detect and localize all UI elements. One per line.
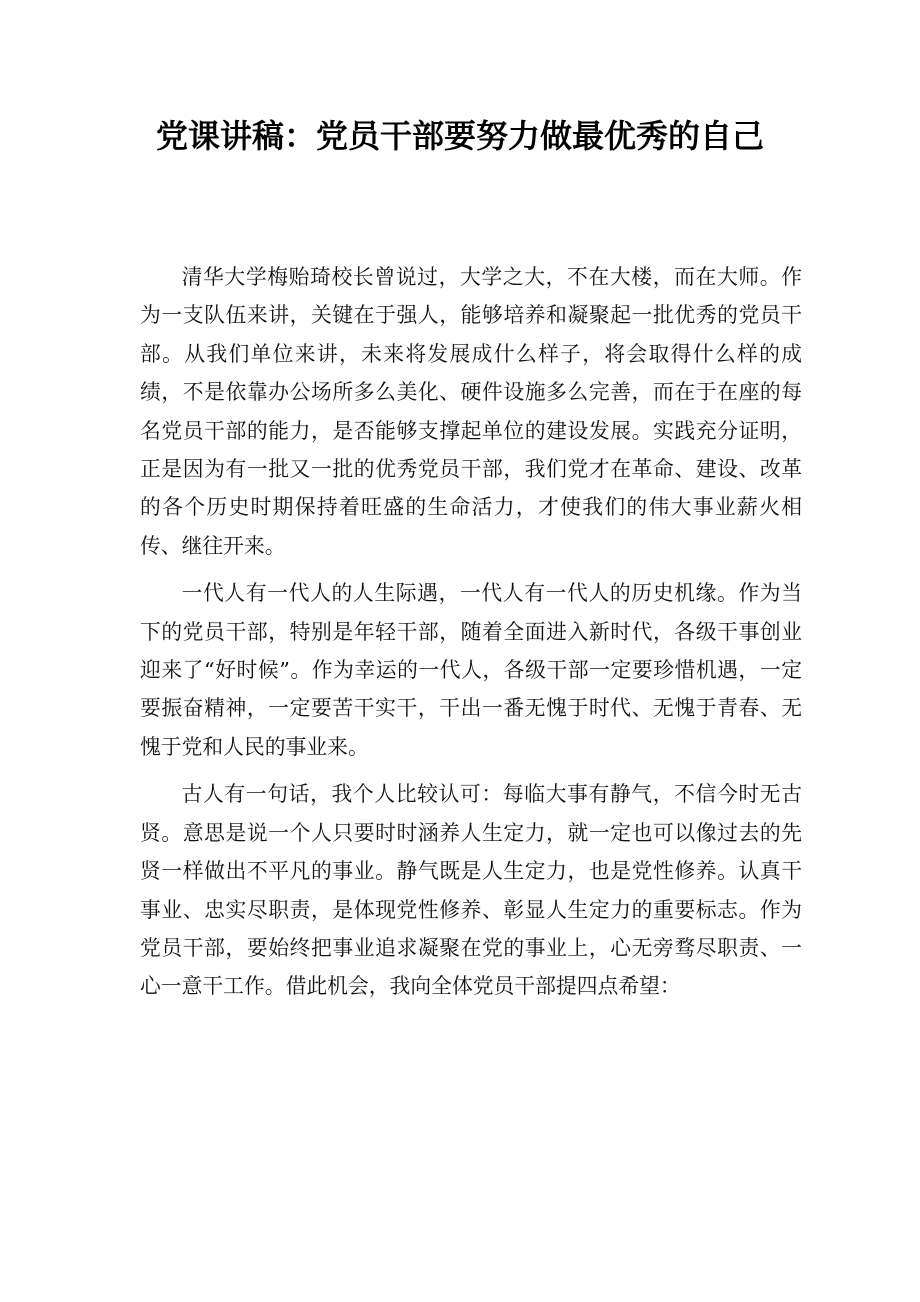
- paragraph: 一代人有一代人的人生际遇，一代人有一代人的历史机缘。作为当下的党员干部，特别是年轻干部，随着全面进入新时代，各级干事创业迎来了“好时候”。作为幸运的一代人，各级干部一定要珍惜机遇，一定要振奋精神，一定要苦干实干，干出一番无愧于时代、无愧于青春、无愧于党和人民的事业来。: [140, 581, 802, 759]
- document-body: [140, 258, 802, 1015]
- document-title: 党课讲稿：党员干部要努力做最优秀的自己: [155, 117, 764, 155]
- paragraph: 清华大学梅贻琦校长曾说过，大学之大，不在大楼，而在大师。作为一支队伍来讲，关键在于强人，能够培养和凝聚起一批优秀的党员干部。从我们单位来讲，未来将发展成什么样子，将会取得什么样的成绩，不是依靠办公场所多么美化、硬件设施多么完善，而在于在座的每名党员干部的能力，是否能够支撑起单位的建设发展。实践充分证明，正是因为有一批又一批的优秀党员干部，我们党才在革命、建设、改革的各个历史时期保持着旺盛的生命活力，才使我们的伟大事业薪火相传、继往开来。: [140, 265, 802, 558]
- paragraph: 古人有一句话，我个人比较认可：每临大事有静气，不信今时无古贤。意思是说一个人只要时时涵养人生定力，就一定也可以像过去的先贤一样做出不平凡的事业。静气既是人生定力，也是党性修养。认真干事业、忠实尽职责，是体现党性修养、彰显人生定力的重要标志。作为党员干部，要始终把事业追求凝聚在党的事业上，心无旁骛尽职责、一心一意干工作。借此机会，我向全体党员干部提四点希望：: [140, 782, 802, 999]
